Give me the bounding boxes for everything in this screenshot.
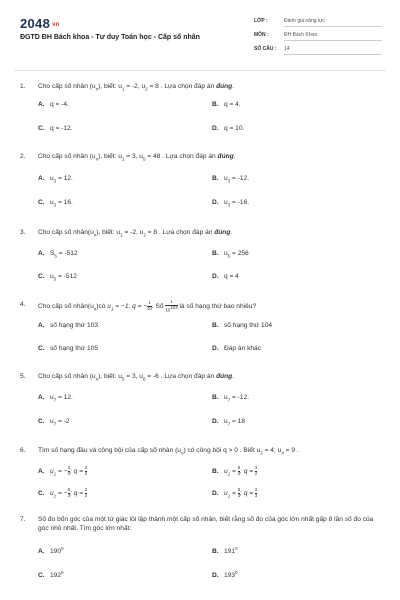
q3-option-b[interactable]: B. $u_5 = 256$: [212, 250, 249, 259]
question-3-stem: Cho cấp số $nhân(u_n)$, biết: $u_1 = -2$, $u_2 = 8$ . Lựa chọn đáp án đúng.: [38, 229, 233, 238]
page-header: 2048 vn ĐGTD ĐH Bách khoa - Tư duy Toán học - Cấp số nhân LỚP : Đánh giá năng lực MÔN : ĐH Bách Khoa SỐ CÂU : 14: [0, 0, 400, 66]
q2-option-b[interactable]: B. $u_3 = -12$.: [212, 175, 250, 184]
q4-option-a[interactable]: A. số hạng thứ 103: [38, 322, 99, 329]
question-4-stem: Cho cấp số $nhân(u_n)có$ $u_1 = -1$; q = − $\frac{1}{10}$ . Số $\frac{1}{10^{103}}$ là số hạng thứ bao nhiêu?: [38, 299, 257, 312]
question-6-stem: Tìm số hạng đầu và công bội của cấp số nhân $(u_n)$ có công bội q > 0 . Biết $u_2 = 4$; $u_4 = 9$ .: [38, 447, 299, 456]
q6-option-b[interactable]: B. $u_1$ = $\frac{8}{3}$ ; q = $\frac{3}{2}$: [212, 465, 258, 477]
q5-option-c[interactable]: C. $u_7 = -2$: [38, 418, 70, 427]
document-title: ĐGTD ĐH Bách khoa - Tư duy Toán học - Cấp số nhân: [20, 34, 200, 41]
q6-option-a[interactable]: A. $u_1$ = − $\frac{3}{2}$ ; q = $\frac{3}{2}$: [38, 465, 88, 477]
site-logo[interactable]: 2048 vn: [20, 16, 60, 31]
question-1-stem: Cho cấp số nhân $(u_n)$, biết: $u_1 = -2$, $u_2 = 8$ . Lựa chọn đáp án đúng.: [38, 83, 235, 92]
q2-option-c[interactable]: C. $u_3 = 16$.: [38, 199, 73, 208]
q4-option-b[interactable]: B. số hạng thứ 104: [212, 322, 273, 329]
q7-option-c[interactable]: C. $192^0$: [38, 570, 64, 580]
question-2-stem: Cho cấp số nhân $(u_n)$, biết: $u_1 = 3$, $u_5 = 48$ . Lựa chọn đáp án đúng.: [38, 153, 236, 162]
q1-option-b[interactable]: B. q = 4.: [212, 101, 241, 108]
q5-option-a[interactable]: A. $u_7 = 12$.: [38, 394, 73, 403]
header-divider: [14, 70, 386, 71]
q3-option-d[interactable]: D. q = 4: [212, 273, 239, 280]
q2-option-d[interactable]: D. $u_3 = -16$.: [212, 199, 250, 208]
q4-option-d[interactable]: D. Đáp án khác: [212, 345, 262, 352]
q2-option-a[interactable]: A. $u_3 = 12$.: [38, 175, 73, 184]
q4-option-c[interactable]: C. số hạng thứ 105: [38, 345, 99, 352]
question-7-stem: Số đo bốn góc của một tứ giác lồi lập thành một cấp số nhân, biết rằng số đo của góc lớn nhất gấp 8 lần số đo của góc nhỏ nhất. Tìm góc lớn nhất:: [38, 516, 374, 532]
question-5-stem: Cho cấp số nhân $(u_n)$, biết: $u_5 = 3$, $u_6 = -6$ . Lựa chọn đáp án đúng.: [38, 373, 235, 382]
q1-option-d[interactable]: D. q = 10.: [212, 125, 245, 132]
q7-option-d[interactable]: D. $193^0$: [212, 570, 238, 580]
q7-option-b[interactable]: B. $191^0$: [212, 546, 238, 556]
q6-option-c[interactable]: C. $u_1$ = − $\frac{8}{3}$ ; q = $\frac{3}{2}$: [38, 487, 88, 499]
q6-option-d[interactable]: D. $u_1$ = $\frac{8}{3}$ ; q = $\frac{2}{3}$: [212, 487, 258, 499]
q3-option-c[interactable]: C. $u_5 = -512$: [38, 273, 77, 282]
q3-option-a[interactable]: A. $S_5 = -512$: [38, 250, 78, 259]
q5-option-d[interactable]: D. $u_7 = 18$: [212, 418, 246, 427]
q1-option-a[interactable]: A. q = -4.: [38, 101, 69, 108]
q5-option-b[interactable]: B. $u_7 = -12$.: [212, 394, 250, 403]
q7-option-a[interactable]: A. $190^0$: [38, 546, 64, 556]
q1-option-c[interactable]: C. q = -12.: [38, 125, 73, 132]
